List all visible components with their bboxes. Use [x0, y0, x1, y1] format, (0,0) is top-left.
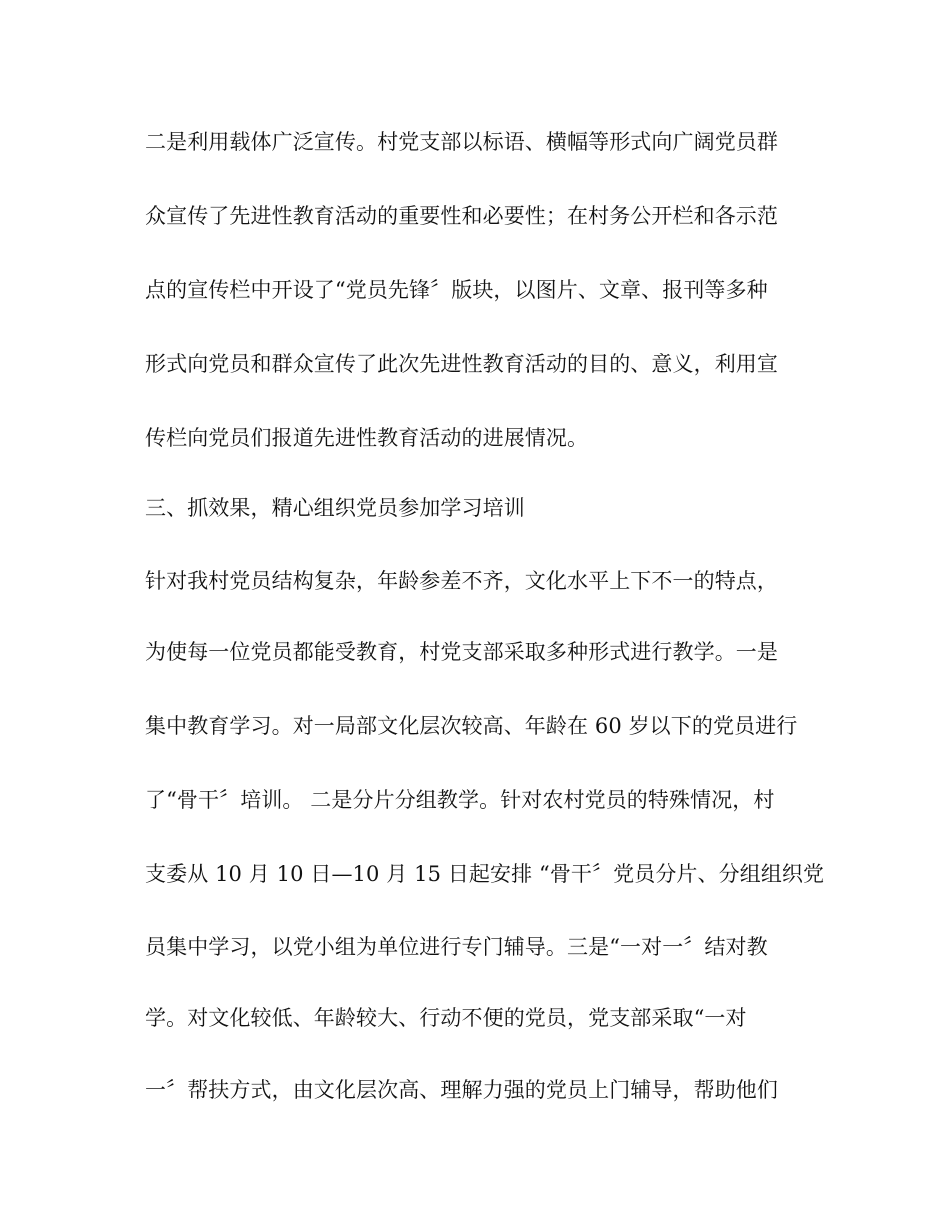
paragraph-line: 了“骨干〞培训。 二是分片分组教学。针对农村党员的特殊情况，村: [145, 788, 775, 812]
paragraph-line: 二是利用载体广泛宣传。村党支部以标语、横幅等形式向广阔党员群: [145, 130, 778, 154]
section-heading: 三、抓效果，精心组织党员参加学习培训: [145, 496, 525, 520]
paragraph-line: 形式向党员和群众宣传了此次先进性教育活动的目的、意义，利用宣: [145, 352, 778, 376]
paragraph-line: 学。对文化较低、年龄较大、行动不便的党员，党支部采取“一对: [145, 1006, 747, 1030]
paragraph-line: 支委从 10 月 10 日—10 月 15 日起安排 “骨干〞党员分片、分组组织党: [145, 862, 825, 886]
paragraph-line: 集中教育学习。对一局部文化层次较高、年龄在 60 岁以下的党员进行: [145, 714, 798, 738]
paragraph-line: 针对我村党员结构复杂，年龄参差不齐，文化水平上下不一的特点，: [145, 569, 778, 593]
paragraph-line: 点的宣传栏中开设了“党员先锋〞版块，以图片、文章、报刊等多种: [145, 278, 768, 302]
paragraph-line: 众宣传了先进性教育活动的重要性和必要性；在村务公开栏和各示范: [145, 204, 778, 228]
paragraph-line: 员集中学习，以党小组为单位进行专门辅导。三是“一对一〞结对教: [145, 935, 768, 959]
paragraph-line: 传栏向党员们报道先进性教育活动的进展情况。: [145, 426, 589, 450]
paragraph-line: 一〞帮扶方式，由文化层次高、理解力强的党员上门辅导，帮助他们: [145, 1078, 778, 1102]
paragraph-line: 为使每一位党员都能受教育，村党支部采取多种形式进行教学。一是: [145, 640, 778, 664]
